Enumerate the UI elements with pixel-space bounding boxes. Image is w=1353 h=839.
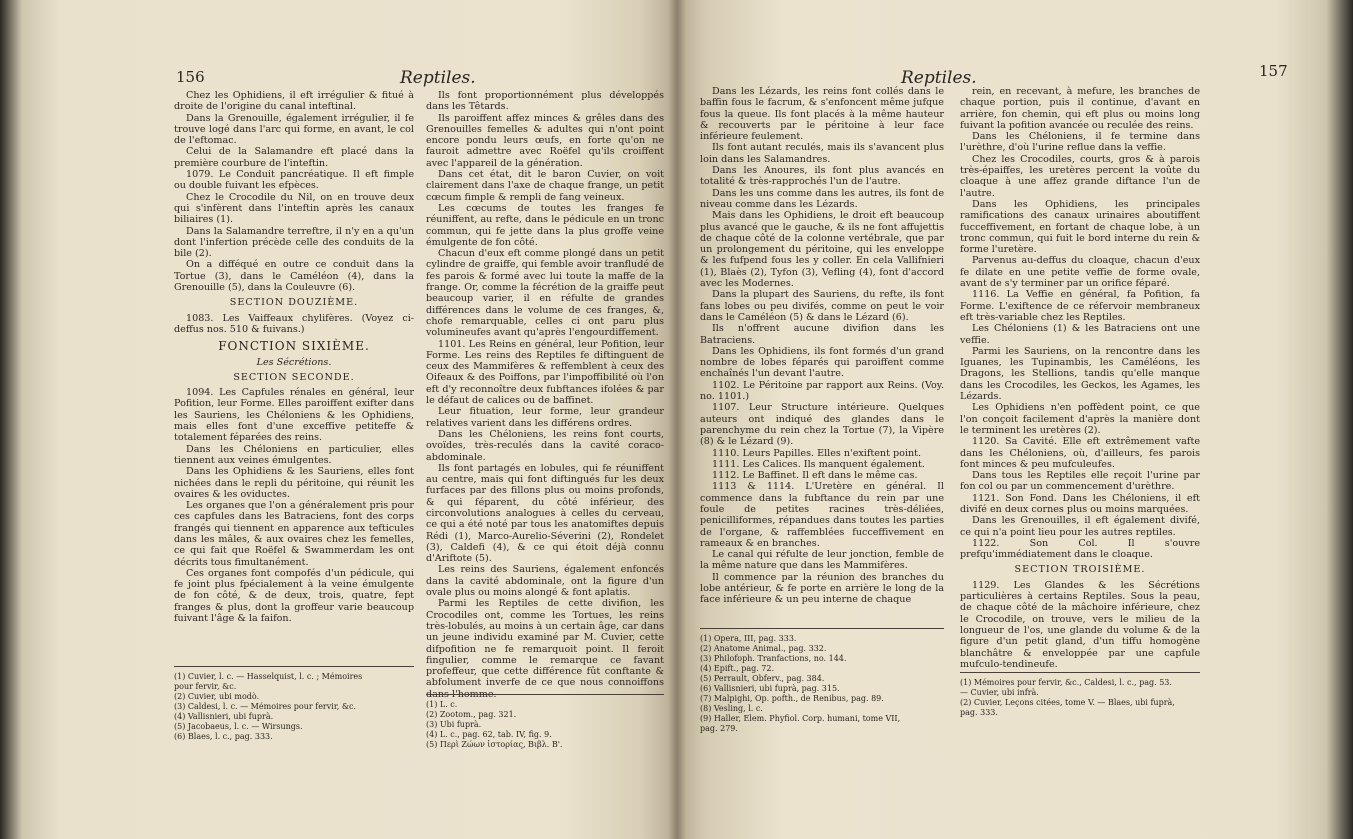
- paragraph: Leur fituation, leur forme, leur grandeur relatives varient dans les différens ordres.: [426, 406, 664, 429]
- footnote-line: (3) Caldesi, l. c. — Mémoires pour fervir, &c.: [174, 702, 357, 711]
- paragraph: Dans les Chéloniens en particulier, elles tiennent aux veines émulgentes.: [174, 443, 414, 466]
- paragraph: Dans les Ophidiens, les principales ramifications des canaux urinaires aboutiffent fucceffivement, en fortant de chaque lobe, à un tronc commun, qui fuit le bord interne du rein & forme l'uretère.: [960, 198, 1200, 256]
- paragraph: 1079. Le Conduit pancréatique. Il eft fimple ou double fuivant les efpèces.: [174, 169, 414, 192]
- footnote-line: (8) Vesling, l. c.: [700, 704, 763, 713]
- paragraph: Chacun d'eux eft comme plongé dans un petit cylindre de graiffe, qui femble avoir tranfludé de fes parois & formé avec lui toute la maffe de la frange. Or, comme la fécrétion de la graiffe peut beaucoup varier, il en réfulte de grandes différences dans le volume de ces franges, &, chofe remarquable, celles ci ont paru plus volumineufes avant qu'après l'engourdiffement.: [426, 248, 664, 339]
- paragraph: 1107. Leur Structure intérieure. Quelques auteurs ont indiqué des glandes dans le parenchyme du rein chez la Tortue (7), la Vipère (8) & le Lézard (9).: [700, 402, 944, 448]
- paragraph: Dans les Grenouilles, il eft également divifé, ce qui n'a point lieu pour les autres reptiles.: [960, 515, 1200, 538]
- paragraph: Ils paroiffent affez minces & grêles dans des Grenouilles femelles & adultes qui n'ont point encore pondu leurs œufs, en forte qu'on ne fauroit admettre avec Roëfel qu'ils croiffent avec l'appareil de la génération.: [426, 112, 664, 169]
- footnote-line: pour fervir, &c.: [174, 682, 237, 691]
- paragraph: Celui de la Salamandre eft placé dans la première courbure de l'inteftin.: [174, 146, 414, 169]
- footnote-line: (2) Zootom., pag. 321.: [426, 710, 517, 719]
- footnote-line: (1) Mémoires pour fervir, &c., Caldesi, l. c., pag. 53.: [960, 678, 1172, 687]
- paragraph: Dans tous les Reptiles elle reçoit l'urine par fon col ou par un commencement d'urèthre.: [960, 470, 1200, 493]
- paragraph: Chez les Crocodiles, courts, gros & à parois très-épaiffes, les uretères percent la voûte du cloaque à une affez grande diftance l'un de l'autre.: [960, 153, 1200, 199]
- footnote-rule: [960, 672, 1200, 673]
- paragraph: 1129. Les Glandes & les Sécrétions particulières à certains Reptiles. Sous la peau, de chaque côté de la mâchoire inférieure, chez le Crocodile, on trouve, vers le milieu de la longueur de l'os, une glande du volume & de la figure d'un petit gland, d'un tiffu homogène blanchâtre & enveloppée par une capfule mufculo-tendineufe.: [960, 579, 1200, 670]
- book-gutter: [668, 0, 686, 839]
- footnote-rule: [700, 628, 944, 629]
- footnote-line: — Cuvier, ubi infrà.: [960, 688, 1039, 697]
- paragraph: On a difféqué en outre ce conduit dans la Tortue (3), dans le Caméléon (4), dans la Grenouille (5), dans la Couleuvre (6).: [174, 259, 414, 294]
- paragraph: Les Chéloniens (1) & les Batraciens ont une veffie.: [960, 323, 1200, 346]
- paragraph: Les reins des Sauriens, également enfoncés dans la cavité abdominale, ont la figure d'un ovale plus ou moins alongé & font aplatis.: [426, 564, 664, 599]
- footnote-line: (4) L. c., pag. 62, tab. IV, fig. 9.: [426, 730, 552, 739]
- footnote-line: (5) Περὶ Ζώων ἱστορίας, Βιβλ. Β'.: [426, 740, 563, 749]
- paragraph: Chez le Crocodile du Nil, on en trouve deux qui s'infèrent dans l'inteftin après les canaux biliaires (1).: [174, 191, 414, 226]
- paragraph: 1116. La Veffie en général, fa Pofition, fa Forme. L'exiftence de ce réfervoir membraneux eft très-variable chez les Reptiles.: [960, 289, 1200, 323]
- paragraph: Parvenus au-deffus du cloaque, chacun d'eux fe dilate en une petite veffie de forme ovale, avant de s'y terminer par un orifice féparé.: [960, 255, 1200, 290]
- right-column-2: [960, 86, 1200, 670]
- section-heading: SECTION DOUZIÈME.: [229, 297, 359, 309]
- right-footnotes-2: [960, 678, 1200, 738]
- paragraph: Le canal qui réfulte de leur jonction, femble de la même nature que dans les Mammifères.: [700, 549, 944, 572]
- paragraph: Ces organes font compofés d'un pédicule, qui fe joint plus fpécialement à la veine émulgente de fon côté, & de deux, trois, quatre, fept franges & plus, dont la groffeur varie beaucoup fuivant l'âge & la faifon.: [174, 567, 414, 625]
- paragraph: Les Ophidiens n'en poffèdent point, ce que l'on conçoit facilement d'après la manière dont le terminent les uretères (2).: [960, 402, 1200, 436]
- paragraph: Parmi les Sauriens, on la rencontre dans les Iguanes, les Tupinambis, les Caméléons, les Dragons, les Stellions, tandis qu'elle manque dans les Crocodiles, les Geckos, les Agames, les Lézards.: [960, 345, 1200, 403]
- footnote-rule: [426, 694, 664, 695]
- left-column-2: [426, 90, 664, 700]
- right-footnotes-1: [700, 634, 944, 754]
- footnote-rule: [174, 666, 414, 667]
- section-heading: FONCTION SIXIÈME.: [218, 339, 370, 354]
- footnote-line: (3) Philofoph. Tranfactions, no. 144.: [700, 654, 847, 663]
- paragraph: Mais dans les Ophidiens, le droit eft beaucoup plus avancé que le gauche, & ils ne font affujettis de chaque côté de la colonne vertébrale, que par un prolongement du péritoine, qui les enveloppe & les fufpend fous les y coller. En cela Vallifnieri (1), Blaès (2), Tyfon (3), Vefling (4), font d'accord avec les Modernes.: [700, 210, 944, 290]
- footnote-line: pag. 333.: [960, 708, 998, 717]
- running-title: Reptiles.: [901, 68, 977, 88]
- footnote-line: (5) Jacobaeus, l. c. — Wirsungs.: [174, 722, 303, 731]
- paragraph: Dans les uns comme dans les autres, ils font de niveau comme dans les Lézards.: [700, 187, 944, 210]
- paragraph: Dans les Chéloniens, il fe termine dans l'urèthre, d'où l'urine reflue dans la veffie.: [960, 131, 1200, 154]
- left-footnotes-2: [426, 700, 664, 770]
- paragraph: Dans la Salamandre terreftre, il n'y en a qu'un dont l'infertion précède celle des conduits de la bile (2).: [174, 225, 414, 260]
- footnote-line: (2) Cuvier, Leçons citées, tome V. — Blaes, ubi fuprà,: [960, 698, 1175, 707]
- paragraph: Parmi les Reptiles de cette divifion, les Crocodiles ont, comme les Tortues, les reins très-lobulés, au moins à un certain âge, car dans un jeune individu examiné par M. Cuvier, cette difpofition ne fe remarquoit point. Il feroit fingulier, comme le remarque ce favant profeffeur, que cette différence fût conftante & abfolument inverfe de ce que nous connoiffons dans l'homme.: [426, 598, 664, 700]
- footnote-line: pag. 279.: [700, 724, 738, 733]
- section-heading: SECTION TROISIÈME.: [1014, 564, 1146, 576]
- left-page: [0, 0, 676, 839]
- paragraph: 1120. Sa Cavité. Elle eft extrêmement vafte dans les Chéloniens, où, d'ailleurs, fes parois font minces & peu mufculeufes.: [960, 436, 1200, 470]
- paragraph: 1083. Les Vaiffeaux chylifères. (Voyez ci-deffus nos. 510 & fuivans.): [174, 312, 414, 335]
- footnote-line: (4) Vallisnieri, ubi fuprà.: [174, 712, 274, 721]
- paragraph: 1094. Les Capfules rénales en général, leur Pofition, leur Forme. Elles paroiffent exifter dans les Sauriens, les Chéloniens & les Ophidiens, mais elles font d'une exceffive petiteffe & totalement féparées des reins.: [174, 387, 414, 444]
- footnote-line: (7) Malpighi, Op. pofth., de Renibus, pag. 89.: [700, 694, 884, 703]
- footnote-line: (1) Cuvier, l. c. — Hasselquist, l. c. ; Mémoires: [174, 672, 363, 681]
- footnote-line: (6) Vallisnieri, ubi fuprà, pag. 315.: [700, 684, 840, 693]
- paragraph: 1110. Leurs Papilles. Elles n'exiftent point.: [712, 447, 922, 459]
- page-number: 156: [176, 68, 205, 86]
- paragraph: Ils font partagés en lobules, qui fe réuniffent au centre, mais qui font diftingués fur les deux furfaces par des fillons plus ou moins profonds, & qui féparent, du côté inférieur, des circonvolutions analogues à celles du cerveau, ce qui a été noté par tous les anatomiftes depuis Rédi (1), Marco-Aurelio-Séverini (2), Rondelet (3), Caldefi (4), & ce qui étoit déjà connu d'Ariftote (5).: [426, 462, 664, 565]
- section-heading: SECTION SECONDE.: [233, 371, 355, 383]
- footnote-line: (1) Opera, III, pag. 333.: [700, 634, 797, 643]
- paragraph: Chez les Ophidiens, il eft irrégulier & fitué à droite de l'origine du canal inteftinal.: [174, 90, 414, 113]
- section-heading: Les Sécrétions.: [256, 356, 332, 368]
- footnote-line: (1) L. c.: [426, 700, 458, 709]
- paragraph: 1101. Les Reins en général, leur Pofition, leur Forme. Les reins des Reptiles fe diftinguent de ceux des Mammifères & reffemblent à ceux des Oifeaux & des Poiffons, par l'impoffibilité où l'on eft d'y reconnoître deux fubftances ifolées & par le défaut de calices ou de baffinet.: [426, 338, 664, 407]
- right-column-1: [700, 86, 944, 624]
- paragraph: Dans les Ophidiens & les Sauriens, elles font nichées dans le repli du péritoine, qui réunit les ovaires & les oviductes.: [174, 466, 414, 500]
- running-title: Reptiles.: [400, 68, 476, 88]
- paragraph: Il commence par la réunion des branches du lobe antérieur, & fe porte en arrière le long de la face inférieure & un peu interne de chaque: [700, 571, 944, 606]
- paragraph: Dans les Chéloniens, les reins font courts, ovoïdes, très-reculés dans la cavité coraco-abdominale.: [426, 428, 664, 463]
- footnote-line: (5) Perrault, Obferv., pag. 384.: [700, 674, 825, 683]
- paragraph: Dans cet état, dit le baron Cuvier, on voit clairement dans l'axe de chaque frange, un petit cœcum fimple & rempli de fang veineux.: [426, 169, 664, 203]
- paragraph: Les organes que l'on a généralement pris pour ces capfules dans les Batraciens, font des corps frangés qui tiennent en apparence aux tefticules dans les mâles, & aux ovaires chez les femelles, ce qui fait que Roëfel & Swammerdam les ont décrits tous fimultanément.: [174, 500, 414, 568]
- paragraph: 1121. Son Fond. Dans les Chéloniens, il eft divifé en deux cornes plus ou moins marquées.: [960, 492, 1200, 515]
- right-page: [676, 0, 1353, 839]
- left-column-1: [174, 90, 414, 652]
- paragraph: 1112. Le Baffinet. Il eft dans le même cas.: [712, 470, 918, 482]
- footnote-line: (3) Ubi fuprà.: [426, 720, 482, 729]
- paragraph: Dans les Anoures, ils font plus avancés en totalité & très-rapprochés l'un de l'autre.: [700, 165, 944, 188]
- paragraph: 1113 & 1114. L'Uretère en général. Il commence dans la fubftance du rein par une foule de petites racines très-déliées, penicilliformes, répandues dans toutes les parties de l'organe, & raffemblées fucceffivement en rameaux & en branches.: [700, 481, 944, 549]
- paragraph: Dans la Grenouille, également irrégulier, il fe trouve logé dans l'arc qui forme, en avant, le col de l'eftomac.: [174, 112, 414, 147]
- paragraph: 1111. Les Calices. Ils manquent également.: [712, 458, 925, 470]
- left-footnotes-1: [174, 672, 414, 772]
- page-number: 157: [1259, 62, 1288, 80]
- footnote-line: (9) Haller, Elem. Phyfiol. Corp. humani, tome VII,: [700, 714, 901, 723]
- paragraph: 1102. Le Péritoine par rapport aux Reins. (Voy. no. 1101.): [700, 379, 944, 403]
- paragraph: Dans les Lézards, les reins font collés dans le baffin fous le facrum, & s'enfoncent même jufque fous la queue. Ils font placés à la même hauteur & recouverts par le péritoine à leur face inférieure feulement.: [700, 86, 944, 143]
- footnote-line: (6) Blaes, l. c., pag. 333.: [174, 732, 273, 741]
- footnote-line: (2) Cuvier, ubi modò.: [174, 692, 260, 701]
- paragraph: Les cœcums de toutes les franges fe réuniffent, au refte, dans le pédicule en un tronc commun, qui fe jette dans la plus groffe veine émulgente de fon côté.: [426, 202, 664, 248]
- paragraph: Ils font autant reculés, mais ils s'avancent plus loin dans les Salamandres.: [700, 142, 944, 165]
- paragraph: 1122. Son Col. Il s'ouvre prefqu'immédiatement dans le cloaque.: [960, 537, 1200, 561]
- paragraph: Dans les Ophidiens, ils font formés d'un grand nombre de lobes féparés qui paroiffent comme enchaînés l'un devant l'autre.: [700, 345, 944, 380]
- paragraph: Ils n'offrent aucune divifion dans les Batraciens.: [700, 323, 944, 346]
- footnote-line: (2) Anatome Animal., pag. 332.: [700, 644, 827, 653]
- paragraph: Ils font proportionnément plus développés dans les Têtards.: [426, 90, 664, 113]
- footnote-line: (4) Epift., pag. 72.: [700, 664, 775, 673]
- paragraph: rein, en recevant, à mefure, les branches de chaque portion, puis il continue, d'avant en arrière, fon chemin, qui eft plus ou moins long fuivant la pofition avancée ou reculée des reins.: [960, 86, 1200, 131]
- paragraph: Dans la plupart des Sauriens, du refte, ils font fans lobes ou peu divifés, comme on peut le voir dans le Caméléon (5) & dans le Lézard (6).: [700, 289, 944, 323]
